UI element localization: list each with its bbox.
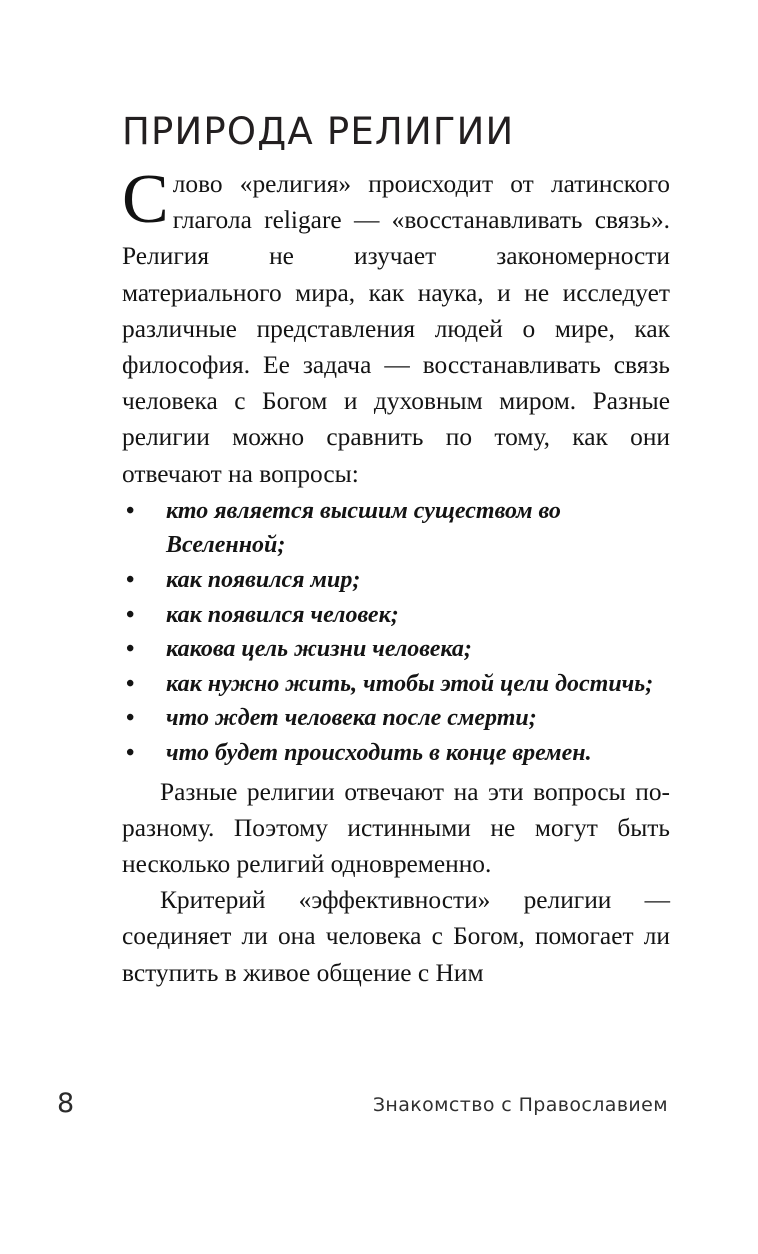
list-item-label: что ждет человека после смерти;: [166, 705, 537, 732]
question-list: [122, 494, 670, 771]
bullet-icon: •: [126, 601, 135, 628]
list-item-label: что будет происходить в конце времен.: [166, 739, 592, 766]
text-column: [122, 161, 670, 991]
body-paragraph-3: Критерий «эффективности» религии — соединяет ли она человека с Богом, помогает ли вступить в живое общение с Ним: [122, 886, 670, 987]
bullet-icon: •: [126, 567, 135, 594]
bullet-icon: •: [126, 705, 135, 732]
opening-paragraph: [122, 161, 670, 492]
list-item: [122, 667, 670, 702]
list-item-label: как появился человек;: [166, 601, 399, 628]
list-item: [122, 563, 670, 598]
bullet-icon: •: [126, 670, 135, 697]
running-title: Знакомство с Православием: [372, 1094, 668, 1116]
list-item-label: как нужно жить, чтобы этой цели достичь;: [166, 670, 654, 697]
list-item: [122, 632, 670, 667]
bullet-icon: •: [126, 497, 135, 524]
bullet-icon: •: [126, 636, 135, 663]
page-footer: [0, 1088, 758, 1128]
page-number: 8: [57, 1088, 75, 1119]
bullet-icon: •: [126, 739, 135, 766]
list-item-label: кто является высшим существом во Вселенной;: [166, 497, 561, 559]
list-item: [122, 701, 670, 736]
list-item-label: как появился мир;: [166, 567, 361, 594]
list-item: [122, 736, 670, 771]
page-title: ПРИРОДА РЕЛИГИИ: [122, 109, 515, 153]
list-item: [122, 598, 670, 633]
drop-cap: С: [122, 161, 169, 238]
list-item: [122, 494, 670, 563]
opening-paragraph-text: лово «религия» происходит от латинского глагола religare — «восстанавливать связь». Религия не изучает закономерности материального мира, как наука, и не исследует различные представления людей о мире, как философия. Ее задача — восстанавливать связь человека с Богом и духовным миром. Разные религии можно сравнить по тому, как они отвечают на вопросы:: [122, 170, 670, 488]
list-item-label: какова цель жизни человека;: [166, 636, 472, 663]
body-paragraph-2: Разные религии отвечают на эти вопросы по-разному. Поэтому истинными не могут быть несколько религий одновременно.: [122, 777, 670, 878]
